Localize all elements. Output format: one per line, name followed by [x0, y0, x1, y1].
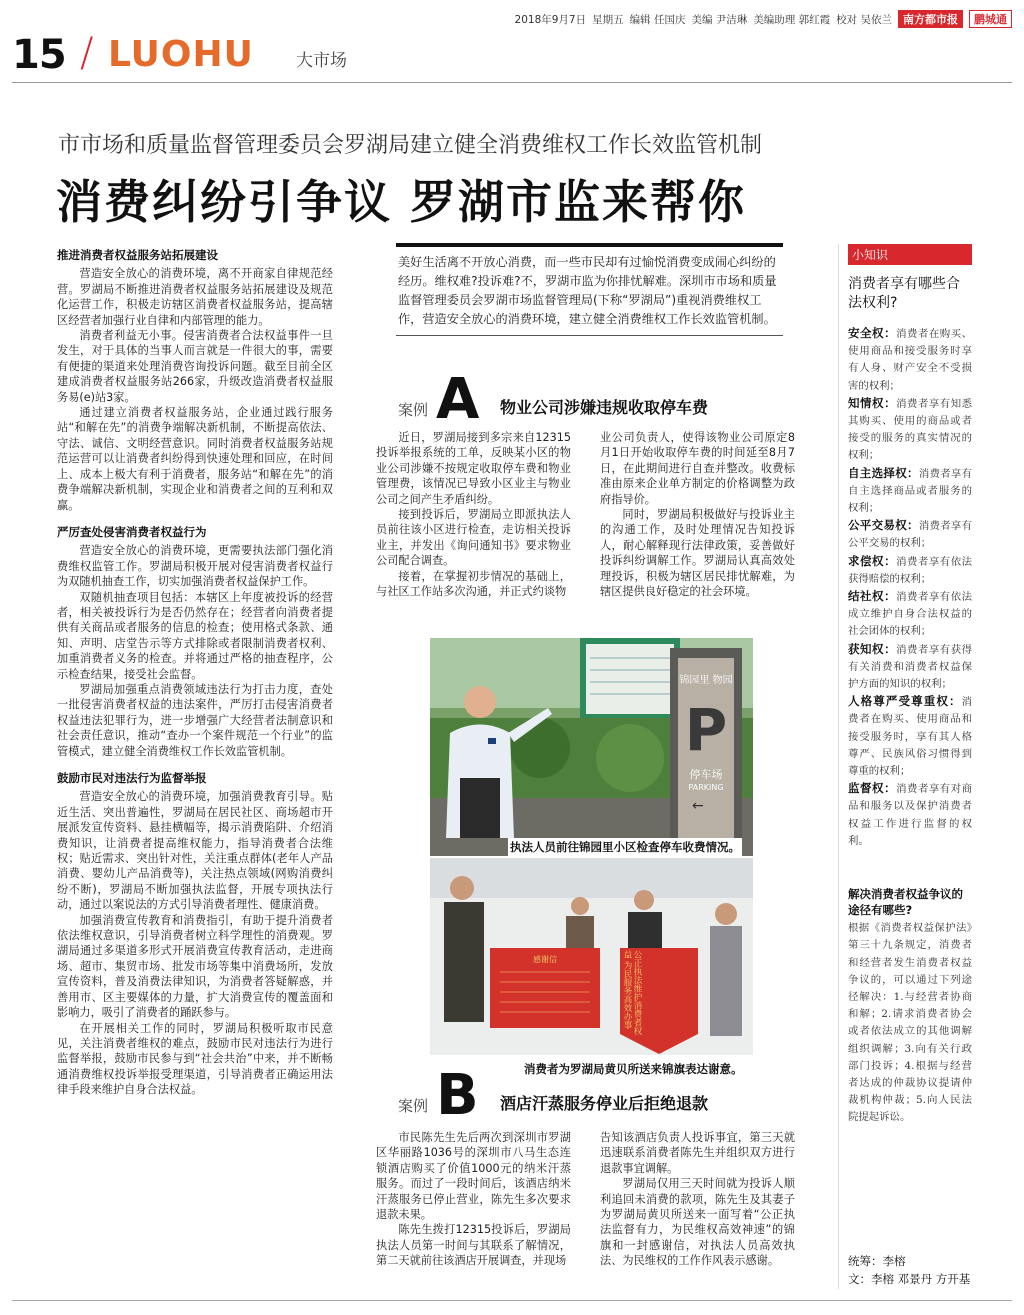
case-b-column-2	[600, 1130, 795, 1269]
paragraph: 消费者利益无小事。侵害消费者合法权益事件一旦发生，对于具体的当事人而言就是一件很大的事，需要有便捷的渠道来处理消费咨询投诉问题。截至目前全区建成消费者权益服务站266家，升级改造消费者权益服务易(e)站3家。	[57, 329, 333, 404]
arrow-left-icon: ←	[692, 798, 704, 814]
right-item	[848, 517, 972, 552]
page-number: 15	[12, 32, 66, 78]
right-text: 消费者享有自主选择商品或者服务的权利；	[848, 467, 972, 515]
case-title: 物业公司涉嫌违规收取停车费	[500, 398, 709, 417]
credit-coordinator: 统筹：李榕	[848, 1254, 906, 1268]
banner-text: 公正执法维护消费者权益 为民服务高效办事	[622, 950, 642, 1035]
right-name: 人格尊严受尊重权：	[848, 694, 962, 709]
brand-logo-2: 鹏城通	[969, 10, 1012, 28]
right-name: 知情权：	[848, 395, 897, 410]
paragraph: 罗湖局仅用三天时间就为投诉人顺利追回未消费的款项，陈先生及其妻子为罗湖局黄贝所送来一面写着“公正执法监督有力，为民维权高效神速”的锦旗和一封感谢信，对执法人员高效执法、为民维权的工作作风表示感谢。	[600, 1177, 795, 1268]
paragraph: 加强消费宣传教育和消费指引，有助于提升消费者依法维权意识，引导消费者树立科学理性的消费观。罗湖局通过多渠道多形式开展消费宣传教育活动，走进商场、超市、集贸市场、批发市场等集中消费场所，发放宣传资料，普及消费法律知识，为消费者答疑解惑，并善用市、区主要媒体的力量，扩大消费宣传的覆盖面和影响力，吸引了消费者的踊跃参与。	[57, 913, 333, 1020]
parking-sign-zh: 停车场	[689, 768, 723, 781]
right-name: 安全权：	[848, 326, 897, 340]
case-letter: A	[436, 367, 480, 432]
right-name: 获知权：	[848, 641, 897, 656]
article-intro: 美好生活离不开放心消费，而一些市民却有过愉悦消费变成闹心纠纷的经历。维权难?投诉难?不，罗湖市监为你排忧解难。深圳市市场和质量监督管理委员会罗湖市场监督管理局(下称“罗湖局”)重视消费维权工作，营造安全放心的消费环境，建立健全消费维权工作长效监管机制。	[396, 243, 783, 336]
case-label: 案例	[398, 401, 429, 419]
paragraph: 罗湖局加强重点消费领域违法行为打击力度，查处一批侵害消费者权益的违法案件，严厉打击侵害消费者权益违法犯罪行为，进一步增强广大经营者法制意识和社会责任意识，推动“查办一个案件规范一个行业”的监管模式，建立健全消费维权工作长效监管机制。	[57, 682, 333, 758]
case-label: 案例	[398, 1097, 429, 1115]
section-heading: 严厉查处侵害消费者权益行为	[57, 524, 207, 539]
credit-writers: 文：李榕 邓景丹 方开基	[848, 1272, 971, 1286]
knowledge-sidebar	[848, 244, 972, 1127]
case-letter: B	[436, 1063, 479, 1128]
right-item	[848, 465, 972, 518]
photo-parking-inspection	[430, 638, 753, 856]
right-name: 自主选择权：	[848, 465, 919, 480]
paragraph: 接着，在掌握初步情况的基础上，与社区工作站多次沟通，并正式约谈物	[376, 569, 571, 599]
slash-divider: /	[80, 30, 94, 76]
case-b-header	[398, 1063, 818, 1128]
sidebar-answer: 根据《消费者权益保护法》第三十九条规定，消费者和经营者发生消费者权益争议的，可以通过下列途径解决：1.与经营者协商和解；2.请求消费者协会或者依法成立的其他调解组织调解；3.向有关行政部门投诉；4.根据与经营者达成的仲裁协议提请仲裁机构仲裁；5.向人民法院提起诉讼。	[848, 922, 972, 1124]
case-a-column-1	[376, 430, 571, 599]
section-heading: 鼓励市民对违法行为监督举报	[57, 771, 207, 785]
section-name: LUOHU	[108, 34, 254, 75]
sidebar-tag: 小知识	[848, 244, 972, 265]
article-credits	[848, 1252, 970, 1288]
masthead-meta	[509, 10, 1012, 28]
issue-date: 2018年9月7日	[514, 13, 587, 26]
paragraph: 双随机抽查项目包括：本辖区上年度被投诉的经营者，相关被投诉行为是否仍然存在；经营者向消费者提供有关商品或者服务的信息的检查；使用格式条款、通知、声明、店堂告示等方式排除或者限制消费者权利、加重消费者义务的检查。并将通过严格的抽查程序，公示检查结果，接受社会监督。	[57, 590, 333, 681]
paragraph: 业公司负责人，使得该物业公司原定8月1日开始收取停车费的时间延至8月7日，在此期间进行自查并整改。收费标准由原来企业单方制定的价格调整为政府指导价。	[600, 431, 795, 506]
photo-caption: 消费者为罗湖局黄贝所送来锦旗表达谢意。	[524, 1062, 743, 1076]
parking-letter: P	[684, 696, 728, 764]
article-headline: 消费纠纷引争议 罗湖市监来帮你	[56, 175, 747, 229]
right-text: 消费者在购买、使用商品和接受服务时，享有其人格尊严、民族风俗习惯得到尊重的权利；	[848, 696, 972, 778]
parking-sign-en: PARKING	[688, 783, 724, 792]
right-item	[848, 588, 972, 641]
paragraph: 通过建立消费者权益服务站，企业通过践行服务站“和解在先”的消费争端解决新机制，不断提高依法、守法、诚信、文明经营意识。同时消费者权益服务站规范运营可以让消费者纠纷得到快速处理和回应，在时间上、成本上极大有利于消费者，服务站“和解在先”的消费争端解决新机制，实现企业和消费者之间的互利和双赢。	[57, 406, 333, 512]
page-header	[12, 32, 1012, 78]
paragraph: 在开展相关工作的同时，罗湖局积极听取市民意见，关注消费者维权的难点，鼓励市民对违法行为进行监督举报，鼓励市民参与到“社会共治”中来，并不断畅通消费维权投诉举报受理渠道，引导消费者正确运用法律手段来维护自身合法权益。	[57, 1021, 333, 1097]
article-subhead: 市市场和质量监督管理委员会罗湖局建立健全消费维权工作长效监管机制	[58, 133, 763, 158]
right-item	[848, 325, 972, 395]
parking-scene	[430, 638, 753, 856]
bottom-rule	[12, 1300, 1012, 1301]
right-name: 监督权：	[848, 781, 897, 796]
issue-weekday: 星期五	[592, 13, 624, 26]
section-subtitle: 大市场	[296, 51, 347, 71]
case-a-column-2	[600, 430, 795, 599]
left-column	[57, 248, 333, 1098]
sidebar-question: 解决消费者权益争议的途径有哪些?	[848, 887, 963, 918]
rights-list	[848, 325, 972, 850]
case-title: 酒店汗蒸服务停业后拒绝退款	[500, 1094, 709, 1113]
paragraph: 营造安全放心的消费环境，离不开商家自律规范经营。罗湖局不断推进消费者权益服务站拓展建设及规范化运营工作，积极走访辖区消费者权益服务站，提高辖区经营者加强行业自律和内部管理的能力。	[57, 267, 333, 327]
right-text: 消费者享有依法获得赔偿的权利；	[848, 555, 973, 585]
paragraph: 接到投诉后，罗湖局立即派执法人员前往该小区进行检查，走访相关投诉业主，并发出《询问通知书》要求物业公司配合调查。	[376, 508, 571, 568]
editor-credit: 编辑 任国庆	[629, 13, 686, 26]
right-text: 消费者享有知悉其购买、使用的商品或者接受的服务的真实情况的权利；	[848, 397, 973, 462]
banner-scene	[430, 858, 753, 1055]
case-b-column-1	[376, 1130, 571, 1269]
right-name: 求偿权：	[848, 553, 897, 568]
proof-credit: 校对 吴依兰	[836, 13, 892, 26]
paragraph: 同时，罗湖局积极做好与投诉业主的沟通工作，及时处理情况告知投诉人，耐心解释现行法律政策，妥善做好投诉纠纷调解工作。罗湖局认真高效处理投诉，积极为辖区居民排忧解难，为辖区提供良好稳定的社会环境。	[600, 508, 795, 599]
sidebar-title: 消费者享有哪些合法权利?	[848, 276, 960, 311]
right-name: 公平交易权：	[848, 518, 919, 533]
right-text: 消费者享有公平交易的权利；	[848, 520, 972, 550]
right-item	[848, 553, 972, 588]
section-heading: 推进消费者权益服务站拓展建设	[57, 248, 218, 262]
right-text: 消费者在购买、使用商品和接受服务时享有人身、财产安全不受损害的权利；	[848, 328, 973, 392]
paragraph: 告知该酒店负责人投诉事宜，第三天就迅速联系消费者陈先生并组织双方进行退款事宜调解。	[600, 1131, 795, 1175]
right-text: 消费者享有依法成立维护自身合法权益的社会团体的权利；	[848, 591, 973, 638]
estate-sign: 锦园里 物园	[679, 675, 733, 686]
photo-caption: 执法人员前往锦园里小区检查停车收费情况。	[510, 840, 740, 854]
right-text: 消费者享有获得有关消费和消费者权益保护方面的知识的权利；	[848, 643, 973, 691]
right-item	[848, 641, 972, 694]
paragraph: 近日，罗湖局接到多宗来自12315投诉举报系统的工单，反映某小区的物业公司涉嫌不按规定收取停车费和物业管理费，该情况已导致小区业主与物业公司之间产生矛盾纠纷。	[376, 431, 571, 506]
paragraph: 营造安全放心的消费环境，更需要执法部门强化消费维权监管工作。罗湖局积极开展对侵害消费者权益行为双随机抽查工作，切实加强消费者权益保护工作。	[57, 544, 333, 589]
brand-logo: 南方都市报	[898, 10, 963, 28]
sidebar-divider	[838, 244, 839, 1289]
paragraph: 陈先生拨打12315投诉后，罗湖局执法人员第一时间与其联系了解情况，第二天就前往该酒店开展调查，并现场	[376, 1223, 571, 1268]
right-item	[848, 780, 972, 850]
letter-title: 感谢信	[533, 955, 557, 964]
right-item	[848, 693, 972, 780]
right-item	[848, 395, 972, 465]
assistant-credit: 美编助理 郭红霞	[753, 13, 831, 26]
header-rule	[12, 82, 1012, 83]
right-name: 结社权：	[848, 589, 897, 604]
photo-banner-thanks	[430, 858, 753, 1055]
paragraph: 营造安全放心的消费环境，加强消费教育引导。贴近生活、突出普遍性，罗湖局在居民社区、商场超市开展派发宣传资料、悬挂横幅等，揭示消费陷阱、介绍消费知识，让消费者提高维权能力，指导消费者合法维权；贴近需求、突出针对性，关注重点群体(老年人产品消费、婴幼儿产品消费等)，关注热点领域(网购消费纠纷不断)，罗湖局不断加强执法监督，开展专项执法行动，通过以案说法的方式引导消费者理性、健康消费。	[57, 790, 333, 912]
right-text: 消费者享有对商品和服务以及保护消费者权益工作进行监督的权利。	[848, 783, 973, 847]
paragraph: 市民陈先生先后两次到深圳市罗湖区华丽路1036号的深圳市八马生态连锁酒店购买了价值1000元的纳米汗蒸服务。而过了一段时间后，该酒店纳米汗蒸服务已停止营业，陈先生多次要求退款未果。	[376, 1131, 571, 1222]
designer-credit: 美编 尹洁琳	[691, 13, 748, 26]
case-a-header	[398, 367, 818, 432]
